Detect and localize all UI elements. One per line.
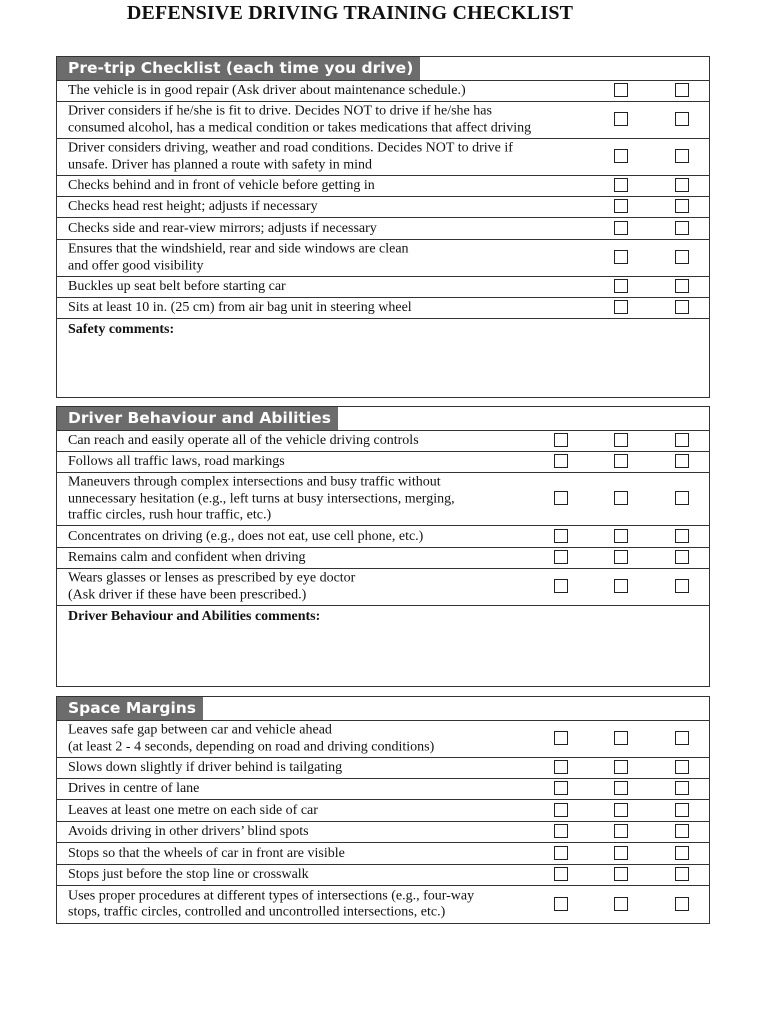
checklist-item-text: Buckles up seat belt before starting car (68, 278, 286, 294)
checklist-item-text: Stops just before the stop line or crosswalk (68, 866, 309, 882)
checkbox-column-2[interactable] (675, 149, 689, 163)
checkbox-column-2[interactable] (614, 846, 628, 860)
checklist-row (57, 569, 709, 606)
checklist-item-text: The vehicle is in good repair (Ask driver about maintenance schedule.) (68, 82, 466, 98)
section-header (57, 407, 709, 431)
checkbox-column-1[interactable] (614, 279, 628, 293)
checkbox-column-2[interactable] (614, 529, 628, 543)
checkbox-column-3[interactable] (675, 454, 689, 468)
checkbox-column-2[interactable] (614, 550, 628, 564)
checkbox-column-3[interactable] (675, 491, 689, 505)
checklist-row (57, 102, 709, 139)
checklist-item-text: Avoids driving in other drivers’ blind spots (68, 823, 309, 839)
checklist-item-text: Driver considers if he/she is fit to drive. Decides NOT to drive if he/she has consumed alcohol, has a medical condition or takes medications that affect driving (68, 103, 532, 135)
section-driver-behaviour (56, 406, 710, 687)
checklist-row (57, 822, 709, 843)
page-title: DEFENSIVE DRIVING TRAINING CHECKLIST (126, 2, 574, 24)
checkbox-column-2[interactable] (614, 491, 628, 505)
checkbox-column-3[interactable] (675, 897, 689, 911)
checklist-item-text: Maneuvers through complex intersections and busy traffic without unnecessary hesitation (e.g., left turns at busy intersections, merging, traffic circles, rush hour traffic, etc.) (68, 474, 455, 523)
section-header (57, 697, 709, 721)
checkbox-column-1[interactable] (614, 199, 628, 213)
checklist-row (57, 452, 709, 473)
checkbox-column-3[interactable] (675, 579, 689, 593)
section-title: Space Margins (57, 697, 203, 720)
comments-area[interactable] (57, 606, 709, 686)
checkbox-column-1[interactable] (614, 300, 628, 314)
checkbox-column-2[interactable] (675, 112, 689, 126)
checklist-item-text: Uses proper procedures at different types of intersections (e.g., four-way stops, traffic circles, controlled and uncontrolled intersections, etc.) (68, 888, 475, 920)
section-title: Pre-trip Checklist (each time you drive) (57, 57, 420, 80)
checklist-row (57, 298, 709, 319)
checklist-item-text: Slows down slightly if driver behind is tailgating (68, 759, 343, 775)
checkbox-column-1[interactable] (554, 897, 568, 911)
checkbox-column-1[interactable] (614, 178, 628, 192)
checkbox-column-2[interactable] (675, 199, 689, 213)
section-space-margins (56, 696, 710, 924)
comments-label: Safety comments: (68, 322, 175, 337)
section-title: Driver Behaviour and Abilities (57, 407, 338, 430)
checkbox-column-2[interactable] (614, 454, 628, 468)
checklist-row (57, 277, 709, 298)
checkbox-column-1[interactable] (614, 149, 628, 163)
checkbox-column-1[interactable] (554, 781, 568, 795)
checkbox-column-2[interactable] (614, 803, 628, 817)
checklist-item-text: Drives in centre of lane (68, 780, 200, 796)
comments-label: Driver Behaviour and Abilities comments: (68, 609, 321, 624)
checkbox-column-1[interactable] (554, 433, 568, 447)
checklist-item-text: Sits at least 10 in. (25 cm) from air bag unit in steering wheel (68, 299, 412, 315)
checkbox-column-2[interactable] (675, 300, 689, 314)
checklist-row (57, 886, 709, 923)
checklist-row (57, 139, 709, 176)
checkbox-column-3[interactable] (675, 760, 689, 774)
checklist-row (57, 800, 709, 822)
checkbox-column-1[interactable] (554, 846, 568, 860)
checkbox-column-1[interactable] (554, 550, 568, 564)
checklist-item-text: Ensures that the windshield, rear and side windows are clean and offer good visibility (68, 241, 409, 273)
checklist-row (57, 197, 709, 218)
checkbox-column-2[interactable] (614, 824, 628, 838)
checklist-item-text: Can reach and easily operate all of the vehicle driving controls (68, 432, 419, 448)
checkbox-column-2[interactable] (614, 731, 628, 745)
checkbox-column-1[interactable] (554, 529, 568, 543)
checkbox-column-1[interactable] (554, 803, 568, 817)
checklist-item-text: Driver considers driving, weather and road conditions. Decides NOT to drive if unsafe. Driver has planned a route with safety in mind (68, 140, 513, 172)
checkbox-column-1[interactable] (614, 83, 628, 97)
checklist-row (57, 779, 709, 800)
checklist-row (57, 218, 709, 240)
checklist-item-text: Stops so that the wheels of car in front are visible (68, 845, 345, 861)
checkbox-column-3[interactable] (675, 803, 689, 817)
checkbox-column-2[interactable] (675, 221, 689, 235)
checklist-item-text: Remains calm and confident when driving (68, 549, 306, 565)
section-header (57, 57, 709, 81)
checkbox-column-1[interactable] (614, 250, 628, 264)
checklist-row (57, 473, 709, 526)
checkbox-column-3[interactable] (675, 731, 689, 745)
checkbox-column-1[interactable] (554, 491, 568, 505)
checklist-item-text: Wears glasses or lenses as prescribed by eye doctor (Ask driver if these have been prescribed.) (68, 570, 356, 602)
checklist-row (57, 526, 709, 548)
checklist-row (57, 431, 709, 452)
checkbox-column-1[interactable] (614, 221, 628, 235)
checklist-row (57, 81, 709, 102)
checkbox-column-1[interactable] (554, 760, 568, 774)
checkbox-column-3[interactable] (675, 824, 689, 838)
checklist-item-text: Checks head rest height; adjusts if necessary (68, 198, 318, 214)
checklist-row (57, 758, 709, 779)
checklist-row (57, 865, 709, 886)
checkbox-column-3[interactable] (675, 529, 689, 543)
comments-area[interactable] (57, 319, 709, 397)
checklist-item-text: Checks behind and in front of vehicle before getting in (68, 177, 375, 193)
checkbox-column-2[interactable] (614, 433, 628, 447)
checklist-item-text: Follows all traffic laws, road markings (68, 453, 285, 469)
checkbox-column-3[interactable] (675, 550, 689, 564)
checkbox-column-3[interactable] (675, 433, 689, 447)
checklist-row (57, 721, 709, 758)
checkbox-column-1[interactable] (554, 454, 568, 468)
checklist-item-text: Leaves safe gap between car and vehicle ahead (at least 2 - 4 seconds, depending on road and driving conditions) (68, 722, 435, 754)
section-pre-trip (56, 56, 710, 398)
checkbox-column-2[interactable] (614, 579, 628, 593)
checkbox-column-2[interactable] (614, 867, 628, 881)
checkbox-column-2[interactable] (614, 781, 628, 795)
checkbox-column-2[interactable] (614, 760, 628, 774)
checkbox-column-1[interactable] (554, 824, 568, 838)
checkbox-column-1[interactable] (554, 579, 568, 593)
checklist-row (57, 843, 709, 865)
checkbox-column-3[interactable] (675, 867, 689, 881)
checkbox-column-2[interactable] (675, 279, 689, 293)
checklist-row (57, 176, 709, 197)
checkbox-column-2[interactable] (675, 250, 689, 264)
checkbox-column-1[interactable] (614, 112, 628, 126)
checklist-item-text: Checks side and rear-view mirrors; adjusts if necessary (68, 220, 377, 236)
checkbox-column-3[interactable] (675, 846, 689, 860)
checklist-item-text: Leaves at least one metre on each side of car (68, 802, 318, 818)
checkbox-column-3[interactable] (675, 781, 689, 795)
checkbox-column-2[interactable] (675, 83, 689, 97)
checklist-item-text: Concentrates on driving (e.g., does not eat, use cell phone, etc.) (68, 528, 424, 544)
checkbox-column-2[interactable] (614, 897, 628, 911)
checkbox-column-1[interactable] (554, 731, 568, 745)
checklist-row (57, 548, 709, 569)
checkbox-column-2[interactable] (675, 178, 689, 192)
checklist-row (57, 240, 709, 277)
checkbox-column-1[interactable] (554, 867, 568, 881)
